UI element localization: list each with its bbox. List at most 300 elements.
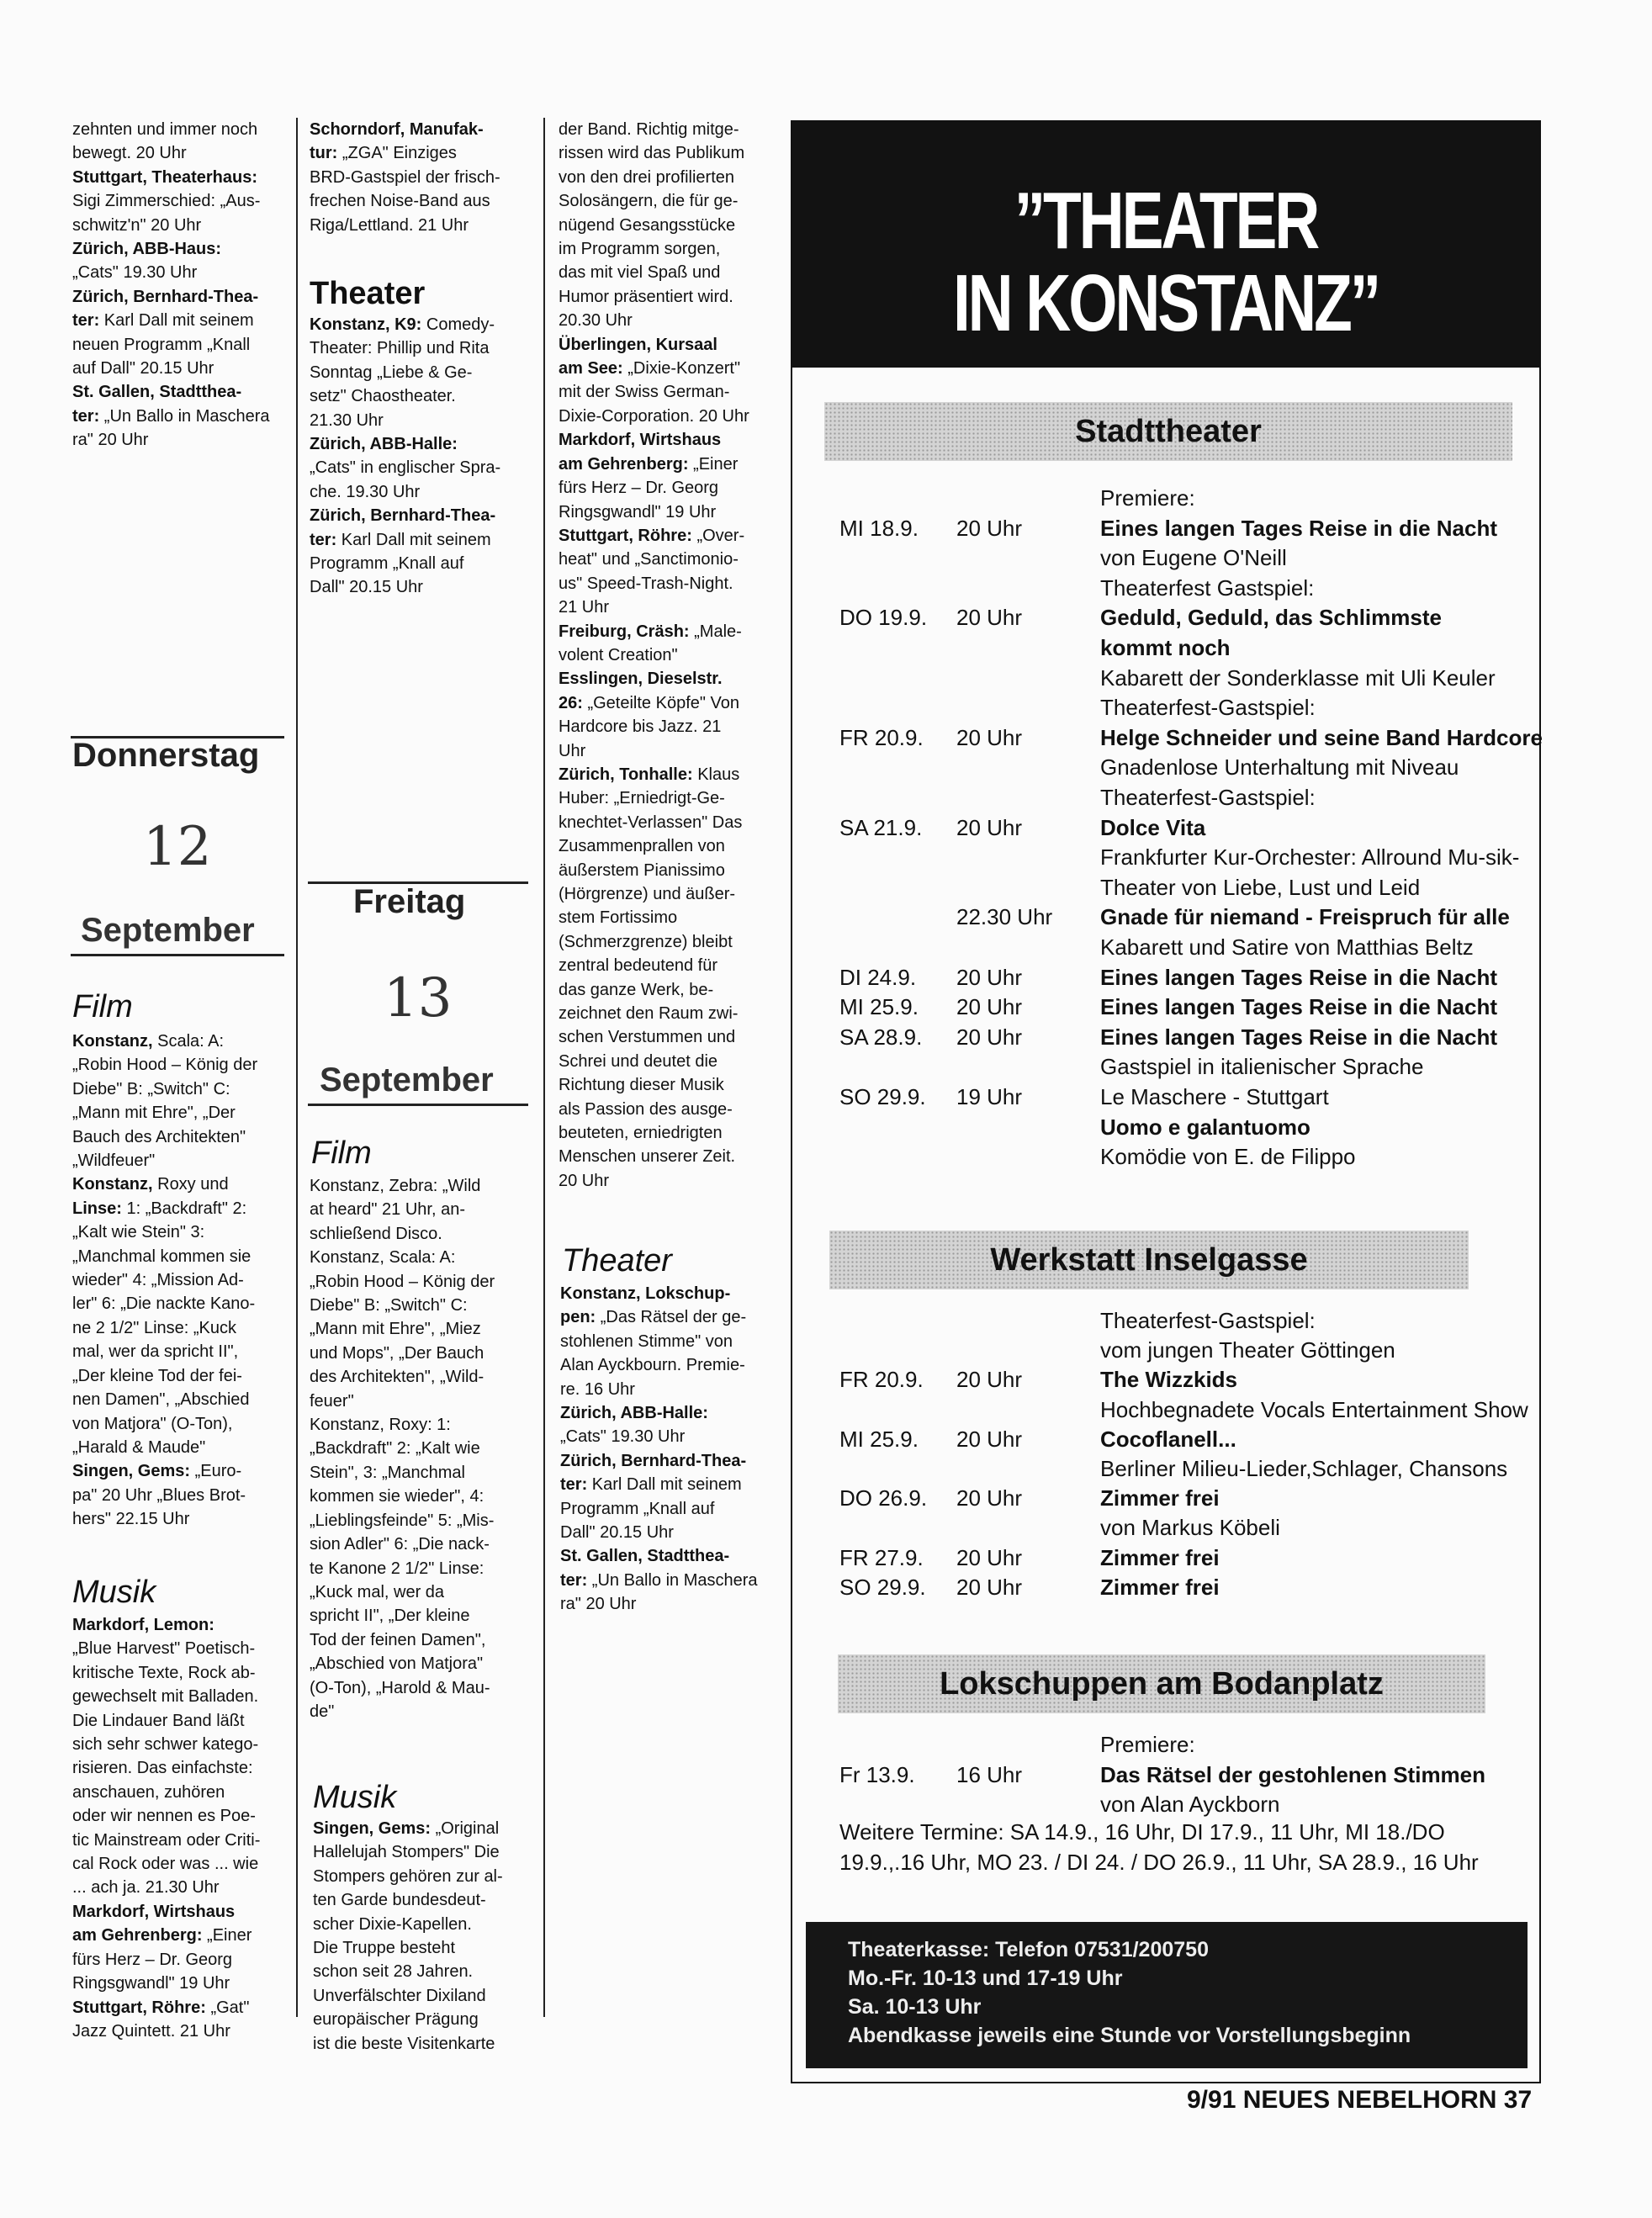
listing-line (559, 548, 786, 571)
listing-line (72, 1804, 289, 1828)
listing-line (72, 1173, 289, 1196)
listing-line (72, 1340, 289, 1363)
listing-text: Dixie-Corporation. 20 Uhr (559, 406, 749, 426)
listing-line (72, 1972, 289, 1995)
listing-text: „Robin Hood – König der (72, 1056, 258, 1075)
listing-line (310, 384, 530, 408)
schedule-row (792, 1485, 1539, 1516)
listing-text: fürs Herz – Dr. Georg (72, 1950, 233, 1969)
listing-line (310, 1509, 530, 1532)
listing-text: europäischer Prägung (313, 2010, 479, 2030)
schedule-event: Zimmer frei (1100, 1574, 1220, 1600)
listing-line (72, 333, 289, 357)
listing-line (72, 1484, 289, 1507)
listing-line (72, 1101, 289, 1125)
venue-name: Zürich, Bernhard-Thea- (560, 1451, 747, 1470)
schedule-date: SO 29.9. (839, 1084, 926, 1109)
listing-text: ler" 6: „Die nackte Kano- (72, 1294, 256, 1314)
listing-line (310, 504, 530, 527)
schedule-date: MI 25.9. (839, 994, 919, 1020)
month-september-2: September (320, 1061, 494, 1098)
venue-name: am See: (559, 359, 623, 378)
day-number-12: 12 (143, 816, 212, 878)
listing-text: cal Rock oder was ... wie (72, 1855, 259, 1874)
venue-name: Esslingen, Dieselstr. (559, 670, 723, 689)
listing-text: (Hörgrenze) und äußer- (559, 885, 736, 903)
schedule-event: Gnade für niemand - Freispruch für alle (1100, 904, 1510, 930)
schedule-event: Kabarett und Satire von Matthias Beltz (1100, 934, 1474, 960)
listing-line (72, 380, 289, 404)
listing-text: hers" 22.15 Uhr (72, 1510, 190, 1529)
column-3-theater-listings (560, 1282, 787, 1617)
listing-text: at heard" 21 Uhr, an- (310, 1200, 465, 1220)
listing-line (310, 1485, 530, 1508)
listing-text: (O-Ton), „Harold & Mau- (310, 1678, 490, 1697)
schedule-row (792, 695, 1539, 725)
listing-line (72, 261, 289, 284)
listing-text: Ringsgwandl" 19 Uhr (559, 502, 717, 521)
schedule-time: 19 Uhr (956, 1084, 1023, 1109)
venue-name: Stuttgart, Röhre: (559, 526, 692, 545)
listing-line (560, 1282, 787, 1305)
listing-text: Sonntag „Liebe & Ge- (310, 363, 473, 382)
listing-text: fürs Herz – Dr. Georg (559, 479, 719, 498)
listing-line (559, 141, 786, 165)
listing-text: Sigi Zimmerschied: „Aus- (72, 192, 261, 211)
venue-name: Zürich, ABB-Halle: (310, 435, 458, 454)
schedule-row (792, 1762, 1539, 1792)
listing-line (310, 528, 530, 552)
schedule-time: 20 Uhr (956, 1574, 1023, 1600)
kasse-line-3: Sa. 10-13 Uhr (848, 1995, 982, 2019)
listing-line (559, 1073, 786, 1097)
schedule-row (792, 1084, 1539, 1114)
listing-line (72, 1756, 289, 1780)
listing-text: kommen sie wieder", 4: (310, 1487, 484, 1506)
venue-name: Zürich, Bernhard-Thea- (72, 287, 259, 306)
listing-line (559, 524, 786, 548)
venue-name: Konstanz, K9: (310, 315, 422, 334)
listing-text: re. 16 Uhr (560, 1379, 635, 1399)
listing-line (72, 1852, 289, 1876)
listing-line (560, 1330, 787, 1353)
venue-name: tur: (310, 144, 338, 163)
listing-line (310, 575, 530, 599)
listing-line (310, 1246, 530, 1269)
schedule-time: 20 Uhr (956, 994, 1023, 1020)
schedule-row (792, 545, 1539, 575)
listing-text: sich sehr schwer katego- (72, 1735, 259, 1755)
venue-name: Konstanz, Lokschup- (560, 1284, 731, 1303)
listing-text: rissen wird das Publikum (559, 144, 745, 163)
listing-line (310, 1700, 530, 1723)
listing-text: scher Dixie-Kapellen. (313, 1914, 472, 1934)
schedule-time: 20 Uhr (956, 814, 1023, 840)
schedule-row (792, 1792, 1539, 1822)
schedule-date: DO 26.9. (839, 1485, 928, 1511)
listing-line (560, 1544, 787, 1568)
listing-line (310, 409, 530, 432)
venue-name: Überlingen, Kursaal (559, 335, 717, 354)
schedule-event: von Alan Ayckborn (1100, 1792, 1280, 1817)
listing-text: bewegt. 20 Uhr (72, 144, 187, 163)
listing-line (559, 596, 786, 619)
listing-text: von den drei profilierten (559, 167, 735, 187)
listing-line (310, 1342, 530, 1365)
listing-line (559, 357, 786, 380)
listing-text: „Gat" (205, 1998, 250, 2017)
listing-line (72, 1364, 289, 1388)
listing-line (560, 1449, 787, 1473)
listing-line (559, 859, 786, 882)
schedule-event: Le Maschere - Stuttgart (1100, 1084, 1329, 1109)
listing-text: Karl Dall mit seinem (336, 530, 491, 549)
day-name-freitag: Freitag (353, 883, 466, 920)
schedule-event: Frankfurter Kur-Orchester: Allround Mu-sik- (1100, 844, 1520, 871)
listing-text: „Einer (202, 1926, 252, 1945)
theaterkasse-box (806, 1922, 1528, 2068)
schedule-time: 20 Uhr (956, 605, 1023, 631)
schedule-time: 16 Uhr (956, 1761, 1023, 1787)
listing-text: Hallelujah Stompers" Die (313, 1843, 500, 1862)
listing-line (310, 1437, 530, 1460)
venue-name: St. Gallen, Stadtthea- (72, 383, 242, 402)
listing-text: Konstanz, Roxy: 1: (310, 1416, 451, 1435)
schedule-event: Dolce Vita (1100, 814, 1206, 840)
venue-name: Stuttgart, Röhre: (72, 1998, 206, 2017)
listing-line (72, 1685, 289, 1708)
schedule-event: Eines langen Tages Reise in die Nacht (1100, 994, 1497, 1020)
listing-line (559, 1145, 786, 1168)
schedule-time: 20 Uhr (956, 1485, 1023, 1511)
listing-line (560, 1497, 787, 1521)
listing-line (72, 357, 289, 380)
listing-text: „Der kleine Tod der fei- (72, 1366, 242, 1385)
listing-line (559, 1050, 786, 1073)
schedule-row (792, 1515, 1539, 1545)
listing-text: Programm „Knall auf (560, 1499, 715, 1518)
listing-line (72, 1507, 289, 1531)
listing-text: „Abschied von Matjora" (310, 1654, 484, 1674)
listing-text: Alan Ayckbourn. Premie- (560, 1356, 745, 1375)
schedule-row (792, 934, 1539, 965)
listing-text: „Blue Harvest" Poetisch- (72, 1639, 256, 1659)
listing-line (310, 1532, 530, 1556)
listing-line (559, 476, 786, 500)
stadttheater-header: Stadttheater (824, 402, 1512, 461)
listing-text: Comedy- (421, 315, 495, 334)
listing-line (310, 1676, 530, 1700)
schedule-date: SA 28.9. (839, 1024, 923, 1050)
listing-line (72, 428, 289, 452)
listing-text: als Passion des ausge- (559, 1099, 733, 1119)
schedule-row (792, 844, 1539, 875)
listing-text: ist die beste Visitenkarte (313, 2034, 495, 2053)
schedule-event: von Markus Köbeli (1100, 1515, 1280, 1541)
listing-line (559, 715, 786, 738)
listing-line (72, 1245, 289, 1268)
venue-name: ter: (560, 1570, 588, 1590)
column-divider-1 (296, 118, 298, 2017)
listing-line (559, 763, 786, 786)
listing-line (310, 552, 530, 575)
listing-line (560, 1592, 787, 1616)
weitere-termine-line-1: Weitere Termine: SA 14.9., 16 Uhr, DI 17.9., 11 Uhr, MI 18./DO (839, 1819, 1445, 1845)
listing-text: 21.30 Uhr (310, 410, 384, 430)
schedule-event: Theaterfest-Gastspiel: (1100, 695, 1316, 721)
listing-text: setz" Chaostheater. (310, 387, 456, 406)
listing-text: heat" und „Sanctimonio- (559, 550, 739, 569)
listing-text: Diebe" B: „Switch" C: (72, 1079, 230, 1098)
listing-text: Karl Dall mit seinem (587, 1475, 742, 1495)
listing-line (72, 1125, 289, 1149)
kasse-line-2: Mo.-Fr. 10-13 und 17-19 Uhr (848, 1967, 1123, 1990)
schedule-event: Theaterfest-Gastspiel: (1100, 785, 1316, 810)
listing-line (313, 1817, 533, 1840)
schedule-row (792, 1308, 1539, 1338)
schedule-time: 20 Uhr (956, 1024, 1023, 1050)
column-2-musik-listings (313, 1817, 533, 2056)
musik-heading-1: Musik (72, 1575, 156, 1610)
listing-line (310, 361, 530, 384)
listing-text: che. 19.30 Uhr (310, 482, 421, 501)
listing-text: Stein", 3: „Manchmal (310, 1463, 465, 1482)
schedule-row (792, 485, 1539, 516)
schedule-row (792, 1367, 1539, 1397)
listing-line (559, 882, 786, 906)
schedule-time: 20 Uhr (956, 515, 1023, 541)
listing-text: Theater: Phillip und Rita (310, 339, 490, 358)
schedule-event: Gnadenlose Unterhaltung mit Niveau (1100, 754, 1459, 781)
listing-line (310, 1604, 530, 1628)
venue-name: Markdorf, Lemon: (72, 1616, 214, 1634)
listing-text: „Cats" 19.30 Uhr (560, 1427, 686, 1447)
schedule-row (792, 1456, 1539, 1486)
venue-name: 26: (559, 693, 583, 712)
listing-text: zehnten und immer noch (72, 120, 258, 139)
listing-text: Die Truppe besteht (313, 1939, 455, 1958)
listing-text: „Male- (689, 622, 742, 641)
schedule-row (792, 1144, 1539, 1174)
listing-text: „Geteilte Köpfe" Von (582, 693, 740, 712)
listing-text: pa" 20 Uhr „Blues Brot- (72, 1485, 246, 1505)
listing-text: oder wir nennen es Poe- (72, 1807, 256, 1826)
schedule-date: DO 19.9. (839, 605, 928, 631)
listing-line (560, 1569, 787, 1592)
listing-line (313, 1936, 533, 1960)
listing-text: zentral bedeutend für (559, 956, 718, 976)
listing-line (310, 1294, 530, 1317)
listing-line (559, 118, 786, 141)
listing-text: frechen Noise-Band aus (310, 192, 490, 211)
listing-text: te Kanone 2 1/2" Linse: (310, 1559, 484, 1578)
listing-text: 20 Uhr (559, 1171, 610, 1190)
venue-name: pen: (560, 1308, 596, 1327)
listing-line (72, 2019, 289, 2043)
venue-name: Markdorf, Wirtshaus (559, 431, 722, 450)
listing-line (559, 237, 786, 261)
listing-text: Dall" 20.15 Uhr (560, 1523, 674, 1543)
schedule-row (792, 1054, 1539, 1084)
listing-line (72, 1436, 289, 1459)
venue-name: Zürich, Tonhalle: (559, 765, 693, 784)
listing-text: Schrei und deutet die (559, 1051, 718, 1071)
listing-text: ... ach ja. 21.30 Uhr (72, 1878, 220, 1898)
listing-line (72, 1220, 289, 1244)
listing-line (559, 643, 786, 667)
schedule-row (792, 1732, 1539, 1762)
venue-name: ter: (72, 406, 100, 426)
listing-line (310, 1222, 530, 1246)
venue-name: ter: (560, 1475, 588, 1495)
schedule-event: Eines langen Tages Reise in die Nacht (1100, 515, 1497, 541)
listing-line (559, 572, 786, 596)
venue-name: Zürich, Bernhard-Thea- (310, 506, 496, 526)
listing-line (310, 141, 530, 165)
listing-text: ten Garde bundesdeut- (313, 1891, 486, 1910)
listing-line (560, 1401, 787, 1425)
listing-line (72, 141, 289, 165)
listing-text: Programm „Knall auf (310, 554, 464, 574)
schedule-date: SA 21.9. (839, 814, 923, 840)
listing-text: risieren. Das einfachste: (72, 1759, 253, 1778)
listing-text: Die Lindauer Band läßt (72, 1711, 245, 1730)
listing-text: feuer" (310, 1391, 354, 1411)
listing-text: zeichnet den Raum zwi- (559, 1004, 739, 1024)
kasse-line-4: Abendkasse jeweils eine Stunde vor Vorstellungsbeginn (848, 2024, 1411, 2047)
film-heading-1: Film (72, 989, 133, 1024)
listing-text: Humor präsentiert wird. (559, 287, 733, 306)
schedule-date: FR 27.9. (839, 1544, 924, 1570)
listing-line (72, 1149, 289, 1173)
listing-line (310, 1413, 530, 1437)
listing-text: 20.30 Uhr (559, 311, 633, 331)
schedule-event: Uomo e galantuomo (1100, 1114, 1310, 1140)
venue-name: Schorndorf, Manufak- (310, 120, 484, 139)
werkstatt-header: Werkstatt Inselgasse (829, 1231, 1469, 1289)
venue-name: ter: (310, 530, 337, 549)
schedule-event: Cocoflanell... (1100, 1426, 1236, 1452)
listing-line (72, 1077, 289, 1101)
listing-line (560, 1353, 787, 1377)
column-1-film-listings (72, 1030, 289, 1532)
listing-text: nügend Gesangsstücke (559, 215, 736, 235)
schedule-date: Fr 13.9. (839, 1761, 915, 1787)
schedule-event: Geduld, Geduld, das Schlimmste (1100, 605, 1442, 631)
listing-line (72, 1661, 289, 1685)
listing-line (560, 1473, 787, 1496)
listing-line (72, 1613, 289, 1637)
venue-name: am Gehrenberg: (559, 454, 689, 474)
schedule-time: 20 Uhr (956, 724, 1023, 750)
listing-text: „Manchmal kommen sie (72, 1247, 252, 1266)
listing-line (559, 1098, 786, 1121)
listing-line (310, 1174, 530, 1198)
listing-line (72, 1924, 289, 1947)
listing-line (559, 620, 786, 643)
theater-heading-3: Theater (562, 1243, 672, 1278)
schedule-date: SO 29.9. (839, 1574, 926, 1600)
schedule-event: vom jungen Theater Göttingen (1100, 1337, 1395, 1363)
listing-line (313, 1960, 533, 1983)
listing-line (72, 1876, 289, 1899)
listing-text: mal, wer da spricht II", (72, 1342, 239, 1362)
listing-line (72, 166, 289, 189)
listing-line (310, 166, 530, 189)
theater-in-konstanz-banner (792, 122, 1539, 368)
listing-line (559, 428, 786, 452)
listing-line (559, 786, 786, 810)
donnerstag-rule-bottom (71, 954, 284, 956)
kasse-line-1: Theaterkasse: Telefon 07531/200750 (848, 1938, 1209, 1961)
venue-name: Stuttgart, Theaterhaus: (72, 167, 258, 187)
listing-text: des Architekten", „Wild- (310, 1368, 484, 1387)
listing-text: „Mann mit Ehre", „Der (72, 1104, 236, 1123)
listing-line (310, 1365, 530, 1389)
listing-line (313, 1984, 533, 2008)
listing-text: stohlenen Stimme" von (560, 1331, 733, 1351)
listing-line (72, 1637, 289, 1660)
schedule-date: MI 25.9. (839, 1426, 919, 1452)
venue-name: Singen, Gems: (72, 1462, 191, 1481)
listing-line (310, 1461, 530, 1485)
listing-line (310, 336, 530, 360)
schedule-time: 20 Uhr (956, 964, 1023, 990)
schedule-row (792, 815, 1539, 845)
schedule-event: Theaterfest Gastspiel: (1100, 574, 1315, 601)
listing-text: Huber: „Erniedrigt-Ge- (559, 789, 725, 808)
listing-text: Stompers gehören zur al- (313, 1866, 503, 1886)
banner-title-line-2: IN KONSTANZ” (952, 258, 1379, 348)
listing-text: schen Verstummen und (559, 1028, 736, 1047)
listing-line (559, 906, 786, 929)
venue-name: Singen, Gems: (313, 1819, 432, 1838)
theater-in-konstanz-panel (791, 120, 1541, 2083)
listing-text: „Kuck mal, wer da (310, 1582, 445, 1601)
weitere-termine-line-2: 19.9.,.16 Uhr, MO 23. / DI 24. / DO 26.9., 11 Uhr, SA 28.9., 16 Uhr (839, 1850, 1479, 1875)
listing-text: 21 Uhr (559, 598, 610, 617)
listing-text: nen Damen", „Abschied (72, 1390, 250, 1410)
listing-line (72, 1412, 289, 1436)
listing-text: der Band. Richtig mitge- (559, 120, 739, 139)
listing-text: anschauen, zuhören (72, 1782, 225, 1802)
listing-line (72, 237, 289, 261)
venue-name: Zürich, ABB-Haus: (72, 240, 222, 259)
listing-text: us" Speed-Trash-Night. (559, 574, 733, 593)
listing-text: Menschen unserer Zeit. (559, 1147, 736, 1167)
listing-line (310, 189, 530, 213)
listing-line (559, 930, 786, 954)
schedule-row (792, 516, 1539, 546)
listing-text: Scala: A: (152, 1032, 225, 1051)
listing-line (559, 500, 786, 524)
listing-text: „Over- (691, 526, 745, 545)
venue-name: Konstanz, (72, 1175, 153, 1194)
listing-line (72, 214, 289, 237)
column-1-musik-listings (72, 1613, 289, 2043)
listing-text: das mit viel Spaß und (559, 263, 721, 283)
schedule-date: FR 20.9. (839, 1367, 924, 1393)
listing-line (559, 691, 786, 715)
listing-line (310, 432, 530, 456)
listing-text: tic Mainstream oder Criti- (72, 1830, 261, 1850)
listing-line (310, 1628, 530, 1652)
theater-heading-2: Theater (310, 276, 426, 311)
listing-line (72, 1829, 289, 1852)
venue-name: Markdorf, Wirtshaus (72, 1902, 236, 1921)
listing-line (313, 1865, 533, 1888)
listing-text: Richtung dieser Musik (559, 1076, 724, 1095)
